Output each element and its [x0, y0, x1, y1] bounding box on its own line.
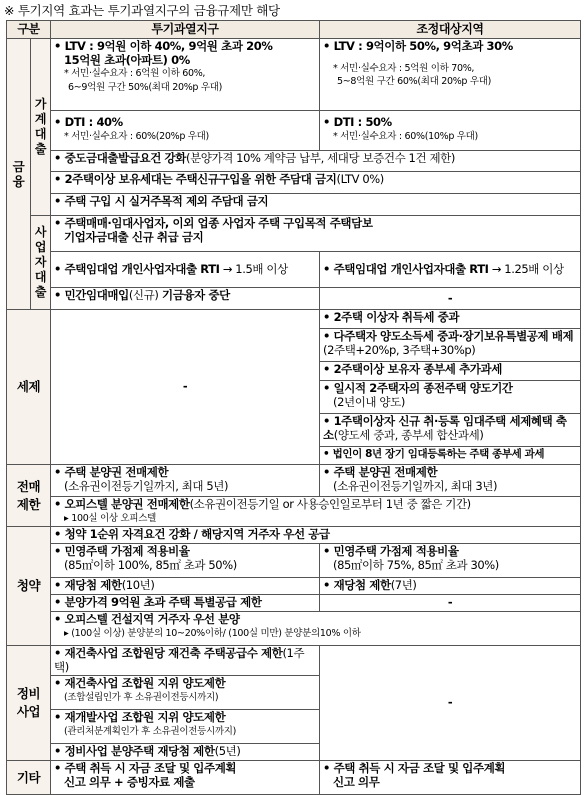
- table-row: [7, 527, 581, 544]
- table-row: [7, 578, 581, 595]
- business-loan-ban: [51, 216, 581, 252]
- special-supply-limit: • 분양가격 9억원 초과 주택 특별공급 제한: [51, 595, 320, 612]
- tax-item: • 다주택자 양도소득세 중과·장기보유특별공제 배제(2주택+20%p, 3주택+30%p): [320, 329, 580, 362]
- etc-adjusted-line1: • 주택 취득 시 자금 조달 및 입주계획: [323, 761, 506, 775]
- etc-adjusted-line2: 신고 의무: [333, 774, 380, 789]
- officetel-priority: [51, 612, 581, 646]
- private-score-adjusted: [320, 544, 581, 578]
- ltv-adjusted: [320, 39, 581, 111]
- business-loan-line2: 기업자금대출 신규 취급 금지: [64, 229, 204, 244]
- officetel-resale-note: ▸ 100실 이상 오피스텔: [64, 512, 157, 524]
- officetel-priority-title: • 오피스텔 건설지역 거주자 우선 분양: [54, 612, 240, 626]
- rti-adjusted: • 주택임대업 개인사업자대출 RTI → 1.25배 이상: [320, 252, 581, 288]
- reconstruction-supply-limit: • 재건축사업 조합원당 재건축 주택공급수 제한(1주택): [51, 646, 320, 676]
- table-row: [7, 646, 581, 676]
- tax-adjusted: [320, 310, 581, 465]
- category-finance: 금융: [7, 39, 31, 310]
- table-row: [7, 761, 581, 795]
- tax-overheated-dash: -: [51, 310, 320, 465]
- regulation-table: [6, 20, 581, 795]
- table-row: [7, 252, 581, 288]
- table-row: [7, 595, 581, 612]
- rewin-overheated: • 재당첨 제한(10년): [51, 578, 320, 595]
- category-resale: 전매제한: [7, 465, 51, 527]
- midterm-loan: • 중도금대출발급요건 강화(분양가격 10% 계약금 납부, 세대당 보증건수 1건 제한): [51, 151, 581, 172]
- table-row: [7, 544, 581, 578]
- dti-overheated-note: * 서민·실수요자 : 60%(20%p 우대): [64, 130, 209, 142]
- redevelopment-rewin-limit: • 정비사업 분양주택 재당첨 제한(5년): [51, 744, 320, 761]
- etc-adjusted: [320, 761, 581, 795]
- table-row: [7, 497, 581, 527]
- etc-overheated: [51, 761, 320, 795]
- dti-overheated: [51, 111, 320, 151]
- table-header-row: [7, 21, 581, 39]
- resale-overheated: [51, 465, 320, 497]
- dti-adjusted-line: • DTI : 50%: [323, 115, 392, 129]
- category-etc: 기타: [7, 761, 51, 795]
- header-category: 구분: [7, 21, 51, 39]
- private-rental-dash: -: [320, 288, 581, 310]
- header-adjusted: 조정대상지역: [320, 21, 581, 39]
- ltv-overheated-line2: 15억원 초과(아파트) 0%: [64, 52, 190, 67]
- rewin-adjusted: • 재당첨 제한(7년): [320, 578, 581, 595]
- tax-item: • 2주택 이상자 취득세 중과: [320, 310, 580, 329]
- table-row: [7, 39, 581, 111]
- etc-overheated-line2: 신고 의무 + 증빙자료 제출: [64, 774, 195, 789]
- dti-adjusted: [320, 111, 581, 151]
- resale-adjusted: [320, 465, 581, 497]
- ltv-overheated-line1: • LTV : 9억원 이하 40%, 9억원 초과 20%: [54, 39, 273, 53]
- tax-item: • 1주택이상자 신규 취·등록 임대주택 세제혜택 축소(양도세 중과, 종부세 합산과세): [320, 414, 580, 447]
- table-note: ※ 투기지역 효과는 투기과열지구의 금융규제만 해당: [4, 3, 280, 18]
- header-overheated: 투기과열지구: [51, 21, 320, 39]
- purchase-loan-ban: • 주택 구입 시 실거주목적 제외 주담대 금지: [51, 194, 581, 216]
- private-score-adjusted-title: • 민영주택 가점제 적용비율: [323, 544, 459, 558]
- table-row: [7, 194, 581, 216]
- private-rental-fund: • 민간임대매입(신규) 기금융자 중단: [51, 288, 320, 310]
- table-row: [7, 288, 581, 310]
- officetel-priority-note: ▸ (100실 이상) 분양분의 10~20%이하/ (100실 미만) 분양분의10% 이하: [64, 627, 361, 639]
- table-row: [7, 111, 581, 151]
- resale-adjusted-title: • 주택 분양권 전매제한: [323, 465, 438, 479]
- table-row: [7, 465, 581, 497]
- tax-item: • 일시적 2주택자의 종전주택 양도기간 (2년이내 양도): [320, 381, 580, 414]
- tax-item: • 법인이 8년 장기 임대등록하는 주택 종부세 과세: [323, 448, 545, 460]
- first-rank-requirement: • 청약 1순위 자격요건 강화 / 해당지역 거주자 우선 공급: [51, 527, 581, 544]
- special-supply-dash: -: [320, 595, 581, 612]
- resale-overheated-title: • 주택 분양권 전매제한: [54, 465, 169, 479]
- resale-adjusted-detail: (소유권이전등기일까지, 최대 3년): [333, 478, 498, 493]
- reconstruction-transfer-title: • 재건축사업 조합원 지위 양도제한: [54, 676, 226, 690]
- subcategory-household-loan: 가계대출: [31, 39, 51, 216]
- redevelopment-transfer-limit: [51, 710, 320, 744]
- dti-adjusted-note: * 서민·실수요자 : 60%(10%p 우대): [333, 130, 478, 142]
- ltv-adjusted-note2: 5~8억원 구간 60%(최대 20%p 우대): [337, 76, 492, 87]
- business-loan-line1: • 주택매매·임대사업자, 이외 업종 사업자 주택 구입목적 주택담보: [54, 216, 373, 230]
- category-redevelopment: 정비사업: [7, 646, 51, 761]
- etc-overheated-line1: • 주택 취득 시 자금 조달 및 입주계획: [54, 761, 237, 775]
- private-score-adjusted-detail: (85㎡이하 75%, 85㎡ 초과 30%): [333, 557, 499, 572]
- private-score-overheated-detail: (85㎡이하 100%, 85㎡ 초과 50%): [64, 557, 237, 572]
- rti-overheated: • 주택임대업 개인사업자대출 RTI → 1.5배 이상: [51, 252, 320, 288]
- tax-item: • 2주택이상 보유자 종부세 추가과세: [320, 362, 580, 381]
- ltv-overheated-note2: 6~9억원 구간 50%(최대 20%p 우대): [68, 81, 223, 93]
- ltv-adjusted-note1: * 서민·실수요자 : 5억원 이하 70%,: [333, 62, 475, 74]
- redevelopment-transfer-detail: (관리처분계획인가 후 소유권이전등시까지): [64, 725, 237, 737]
- reconstruction-transfer-limit: [51, 676, 320, 710]
- two-house-loan: • 2주택이상 보유세대는 주택신규구입을 위한 주담대 금지(LTV 0%): [51, 172, 581, 194]
- dti-overheated-line: • DTI : 40%: [54, 115, 123, 129]
- category-tax: 세제: [7, 310, 51, 465]
- table-row: [7, 612, 581, 646]
- resale-overheated-detail: (소유권이전등기일까지, 최대 5년): [64, 478, 229, 493]
- redevelopment-adjusted-dash: -: [320, 646, 581, 761]
- table-row: [7, 216, 581, 252]
- officetel-resale: • 오피스텔 분양권 전매제한(소유권이전등기일 or 사용승인일로부터 1년 중 짧은 기간) ▸ 100실 이상 오피스텔: [51, 497, 581, 527]
- private-score-overheated: [51, 544, 320, 578]
- subcategory-business-loan: 사업자대출: [31, 216, 51, 310]
- ltv-overheated-note1: * 서민·실수요자 : 6억원 이하 60%,: [64, 68, 206, 79]
- table-row: [7, 172, 581, 194]
- ltv-overheated: [51, 39, 320, 111]
- category-subscription: 청약: [7, 527, 51, 646]
- reconstruction-transfer-detail: (조합설립인가 후 소유권이전등시까지): [64, 691, 219, 703]
- table-row: [7, 151, 581, 172]
- redevelopment-transfer-title: • 재개발사업 조합원 지위 양도제한: [54, 710, 226, 724]
- table-row: [7, 310, 581, 465]
- private-score-overheated-title: • 민영주택 가점제 적용비율: [54, 544, 190, 558]
- ltv-adjusted-line1: • LTV : 9억이하 50%, 9억초과 30%: [323, 39, 513, 53]
